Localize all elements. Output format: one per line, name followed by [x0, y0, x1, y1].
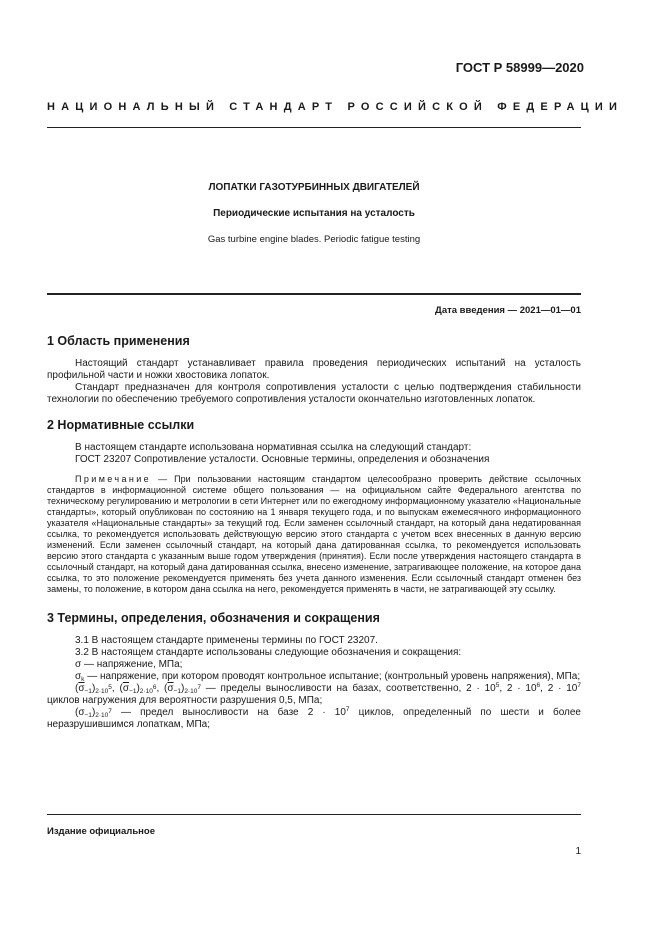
- document-title-english: Gas turbine engine blades. Periodic fatigue testing: [207, 234, 421, 245]
- introduction-date: Дата введения — 2021—01—01: [435, 305, 581, 316]
- note-label: Примечание: [75, 474, 152, 484]
- symbol-endurance-limit-base-definition: $(\sigma_{-1})_{2\cdot 10^7}$ — предел выносливости на базе $2 \cdot 10^7$ циклов, определенный по шести и более неразрушившимся лопаткам, МПа;: [47, 706, 581, 730]
- document-body: [47, 333, 581, 731]
- gost-code: ГОСТ Р 58999—2020: [455, 60, 584, 75]
- symbol-sigma-k-definition: $\sigma_k$ — напряжение, при котором проводят контрольное испытание; (контрольный уровень напряжения), МПа;: [75, 671, 581, 683]
- note-text: — При пользовании настоящим стандартом целесообразно проверить действие ссылочных стандартов в информационной системе общего пользования — на официальном сайте Федерального агентства по техническому регулированию и метрологии в сети Интернет или по ежегодному информационному указателю «Национальные стандарты», который опубликован по состоянию на 1 января текущего года, и по выпускам ежемесячного информационного указателя «Национальные стандарты» за текущий год. Если заменен ссылочный стандарт, на который дана недатированная ссылка, то рекомендуется использовать действующую версию этого стандарта с учетом всех внесенных в данную версию изменений. Если заменен ссылочный стандарт, на который дана датированная ссылка, то рекомендуется использовать версию этого стандарта с указанным выше годом утверждения (принятия). Если после утверждения настоящего стандарта в ссылочный стандарт, на который дана датированная ссылка, внесено изменение, затрагивающее положение, на которое дана ссылка, то это положение рекомендуется применять без учета данного изменения. Если ссылочный стандарт отменен без замены, то положение, в котором дана ссылка на него, рекомендуется применять в части, не затрагивающей эту ссылку.: [47, 474, 581, 594]
- edition-label: Издание официальное: [47, 826, 155, 837]
- symbol-sigma-definition: σ — напряжение, МПа;: [75, 659, 183, 670]
- document-subtitle: Периодические испытания на усталость: [213, 208, 415, 219]
- footer-rule: [47, 814, 581, 815]
- section-1-paragraph: Настоящий стандарт устанавливает правила проведения периодических испытаний на усталость профильной части и ножки хвостовика лопаток.: [47, 358, 581, 381]
- title-rule: [47, 293, 581, 295]
- section-3-paragraph: 3.2 В настоящем стандарте использованы следующие обозначения и сокращения:: [75, 647, 462, 658]
- section-2-note: [47, 474, 581, 595]
- page-number: 1: [575, 846, 581, 857]
- national-standard-banner: НАЦИОНАЛЬНЫЙ СТАНДАРТ РОССИЙСКОЙ ФЕДЕРАЦИИ: [47, 101, 624, 113]
- section-2-heading: 2 Нормативные ссылки: [47, 418, 195, 432]
- symbol-endurance-limits-definition: $(\overline{\sigma}_{-1})_{2\cdot 10^5}$, $(\overline{\sigma}_{-1})_{2\cdot 10^6}$, $(\overline{\sigma}_{-1})_{2\cdot 10^7}$ — пределы выносливости на базах, соответственно, $2 \cdot 10^5$, $2 \cdot 10^6$, $2 \cdot 10^7$ циклов нагружения для вероятности разрушения 0,5, МПа;: [47, 682, 581, 706]
- section-2-paragraph: В настоящем стандарте использована нормативная ссылка на следующий стандарт:: [75, 442, 472, 453]
- section-1-heading: 1 Область применения: [47, 334, 190, 348]
- document-title: ЛОПАТКИ ГАЗОТУРБИННЫХ ДВИГАТЕЛЕЙ: [208, 182, 420, 193]
- section-2-reference: ГОСТ 23207 Сопротивление усталости. Основные термины, определения и обозначения: [75, 454, 490, 465]
- top-rule: [47, 127, 581, 128]
- section-3-heading: 3 Термины, определения, обозначения и сокращения: [47, 611, 380, 625]
- section-3-paragraph: 3.1 В настоящем стандарте применены термины по ГОСТ 23207.: [75, 635, 378, 646]
- section-1-paragraph: Стандарт предназначен для контроля сопротивления усталости с целью подтверждения стабильности технологии по обеспечению требуемого сопротивления усталости окончательно изготовленных лопаток.: [47, 382, 581, 405]
